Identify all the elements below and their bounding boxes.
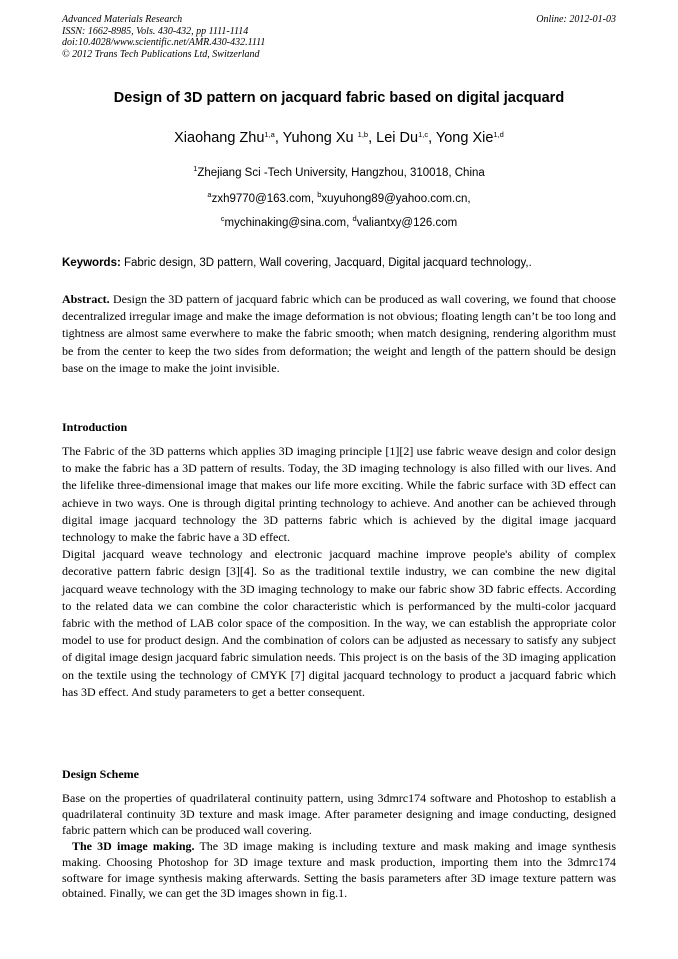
- introduction-heading: Introduction: [62, 420, 128, 434]
- affiliation-text: Zhejiang Sci -Tech University, Hangzhou, 310018, China: [197, 167, 485, 179]
- author-name: Yong Xie: [435, 130, 494, 146]
- email-c: mychinaking@sina.com,: [224, 217, 353, 229]
- email-line-2: [40, 214, 638, 229]
- journal-copyright: © 2012 Trans Tech Publications Ltd, Switzerland: [62, 48, 260, 60]
- introduction-paragraph: [62, 443, 616, 701]
- journal-header: [62, 14, 616, 60]
- abstract: [62, 291, 616, 377]
- affiliation-sup: 1: [193, 164, 198, 173]
- journal-doi: doi:10.4028/www.scientific.net/AMR.430-432.1111: [62, 37, 266, 48]
- introduction-p2: Digital jacquard weave technology and electronic jacquard machine improve people's ability of complex decorative pattern fabric design [3][4]. So as the traditional textile industry, we can combine the new digital jacquard weave technology with the 3D imaging technology to make our fabric show 3D fabric effects. According to the related data we can combine the color characteristic which is performanced by the multi-color jacquard fabric with the method of LAB color space of the composition. In the way, we can establish the appropriate color model to use for product design. And the combination of colors can be adjusted as necessary to satisfy any subject of digital image design jacquard fabric simulation needs. This project is on the basis of the 3D imaging application on the textile using the technology of CMYK [7] digital jacquard technology to product a jacquard fabric which has 3D effect. And study parameters to get a better consequent.: [62, 547, 616, 699]
- keywords-label: Keywords:: [62, 257, 121, 269]
- online-date: Online: 2012-01-03: [536, 14, 616, 25]
- author-sep: ,: [274, 130, 283, 146]
- email-line-1: [40, 190, 638, 205]
- author-sep: ,: [368, 130, 377, 146]
- design-scheme-p1: Base on the properties of quadrilateral continuity pattern, using 3dmrc174 software and Photoshop to establish a quadrilateral continuity 3D texture and mask image. After parameter designing and image conducting, designed fabric pattern which can be produced wall covering.: [62, 791, 616, 837]
- image-making-label: The 3D image making.: [72, 838, 195, 853]
- email-b: xuyuhong89@yahoo.com.cn,: [321, 193, 471, 205]
- abstract-text: Design the 3D pattern of jacquard fabric which can be produced as wall covering, we found that choose decentralized irregular image and make the image deformation is not obvious; floating length can’t be too long and tightness are almost same everwhere to make the fabric smooth; when match designing, rendering algorithm must be from the center to keep the two sides from deformation; the weight and length of the pattern should be design base on the image to make the joint invisible.: [62, 292, 616, 375]
- affiliation: [40, 164, 638, 179]
- keywords: [62, 257, 618, 269]
- author-name: Yuhong Xu: [282, 130, 358, 146]
- design-scheme-paragraph: [62, 791, 616, 902]
- author-sup: 1,b: [357, 130, 369, 139]
- author-sup: 1,a: [264, 130, 275, 139]
- paper-title: Design of 3D pattern on jacquard fabric based on digital jacquard: [113, 90, 565, 106]
- email-d: valiantxy@126.com: [356, 217, 458, 229]
- email-a: zxh9770@163.com,: [211, 193, 318, 205]
- image-making-text: The 3D image making is including texture and mask making and image synthesis making. Choosing Photoshop for 3D image texture and mask production, importing them into the 3dmrc174 software for image synthesis making afterwards. Setting the basis parameters after 3D image texture pattern was obtained. Finally, we can get the 3D images shown in fig.1.: [62, 838, 616, 901]
- author-sep: ,: [428, 130, 436, 146]
- author-sup: 1,d: [493, 130, 504, 139]
- abstract-label: Abstract.: [62, 292, 110, 306]
- email-sup: b: [317, 190, 322, 199]
- author-list: [40, 130, 638, 146]
- author-name: Lei Du: [376, 130, 419, 146]
- introduction-p1: The Fabric of the 3D patterns which applies 3D imaging principle [1][2] use fabric weave design and color design to make the fabric has a 3D pattern of results. Today, the 3D imaging technology is also filled with our lives. And the lifelike three-dimensional image that makes our life more exciting. While the fabric surface with 3D effect can achieve in two ways. One is through digital printing technology to achieve. And another can be achieved through digital image jacquard technology the 3D patterns fabric which is achieved by the digital image jacquard technology to make the fabric have a 3D effect.: [62, 444, 616, 545]
- keywords-text: Fabric design, 3D pattern, Wall covering, Jacquard, Digital jacquard technology,.: [120, 257, 532, 269]
- author-sup: 1,c: [418, 130, 429, 139]
- journal-issn: ISSN: 1662-8985, Vols. 430-432, pp 1111-1114: [62, 25, 249, 37]
- author-name: Xiaohang Zhu: [174, 130, 265, 146]
- email-sup: a: [207, 190, 212, 199]
- email-sup: d: [352, 214, 357, 223]
- design-scheme-heading: Design Scheme: [62, 767, 139, 781]
- journal-name: Advanced Materials Research: [62, 14, 183, 25]
- design-scheme-p2: [62, 839, 616, 903]
- email-sup: c: [220, 214, 225, 223]
